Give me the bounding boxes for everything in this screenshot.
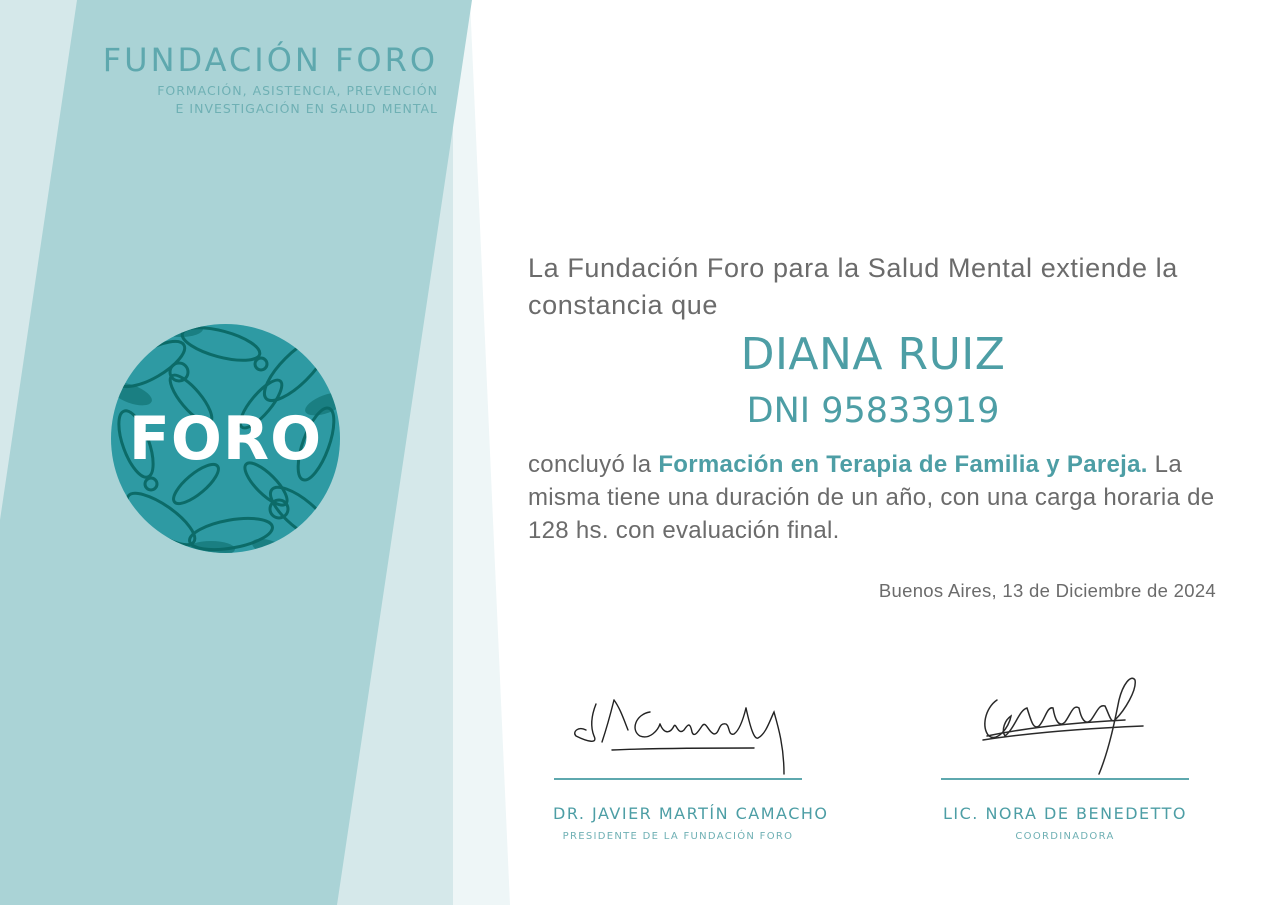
certificate-intro: La Fundación Foro para la Salud Mental extiende la constancia que	[528, 253, 1178, 320]
certificate-body	[528, 448, 1228, 547]
signatory-name-1: DR. JAVIER MARTÍN CAMACHO	[553, 804, 829, 823]
body-rest: La misma tiene una duración de un año, con una carga horaria de 128 hs. con evaluación final.	[528, 451, 1215, 544]
recipient-name: DIANA RUIZ	[740, 329, 1006, 380]
signature-camacho-icon	[568, 686, 793, 778]
organization-subtitle-1: FORMACIÓN, ASISTENCIA, PREVENCIÓN	[157, 83, 438, 98]
signature-line-1	[554, 778, 802, 780]
signature-block-1	[553, 778, 829, 842]
signatory-role-1: PRESIDENTE DE LA FUNDACIÓN FORO	[562, 831, 794, 842]
organization-name: FUNDACIÓN FORO	[102, 41, 438, 79]
organization-subtitle-2: E INVESTIGACIÓN EN SALUD MENTAL	[175, 101, 438, 116]
signatory-name-2: LIC. NORA DE BENEDETTO	[942, 804, 1187, 823]
organization-header	[103, 38, 438, 118]
signature-block-2	[940, 778, 1190, 842]
signatory-role-2: COORDINADORA	[1015, 831, 1115, 842]
course-name: Formación en Terapia de Familia y Pareja.	[658, 451, 1148, 478]
foro-logo	[111, 324, 340, 553]
recipient-dni: DNI 95833919	[746, 391, 1000, 431]
issue-date: Buenos Aires, 13 de Diciembre de 2024	[878, 580, 1216, 601]
logo-wordmark: FORO	[128, 403, 323, 474]
body-prefix: concluyó la	[528, 451, 659, 478]
signature-benedetto-icon	[975, 670, 1155, 778]
signature-line-2	[941, 778, 1189, 780]
